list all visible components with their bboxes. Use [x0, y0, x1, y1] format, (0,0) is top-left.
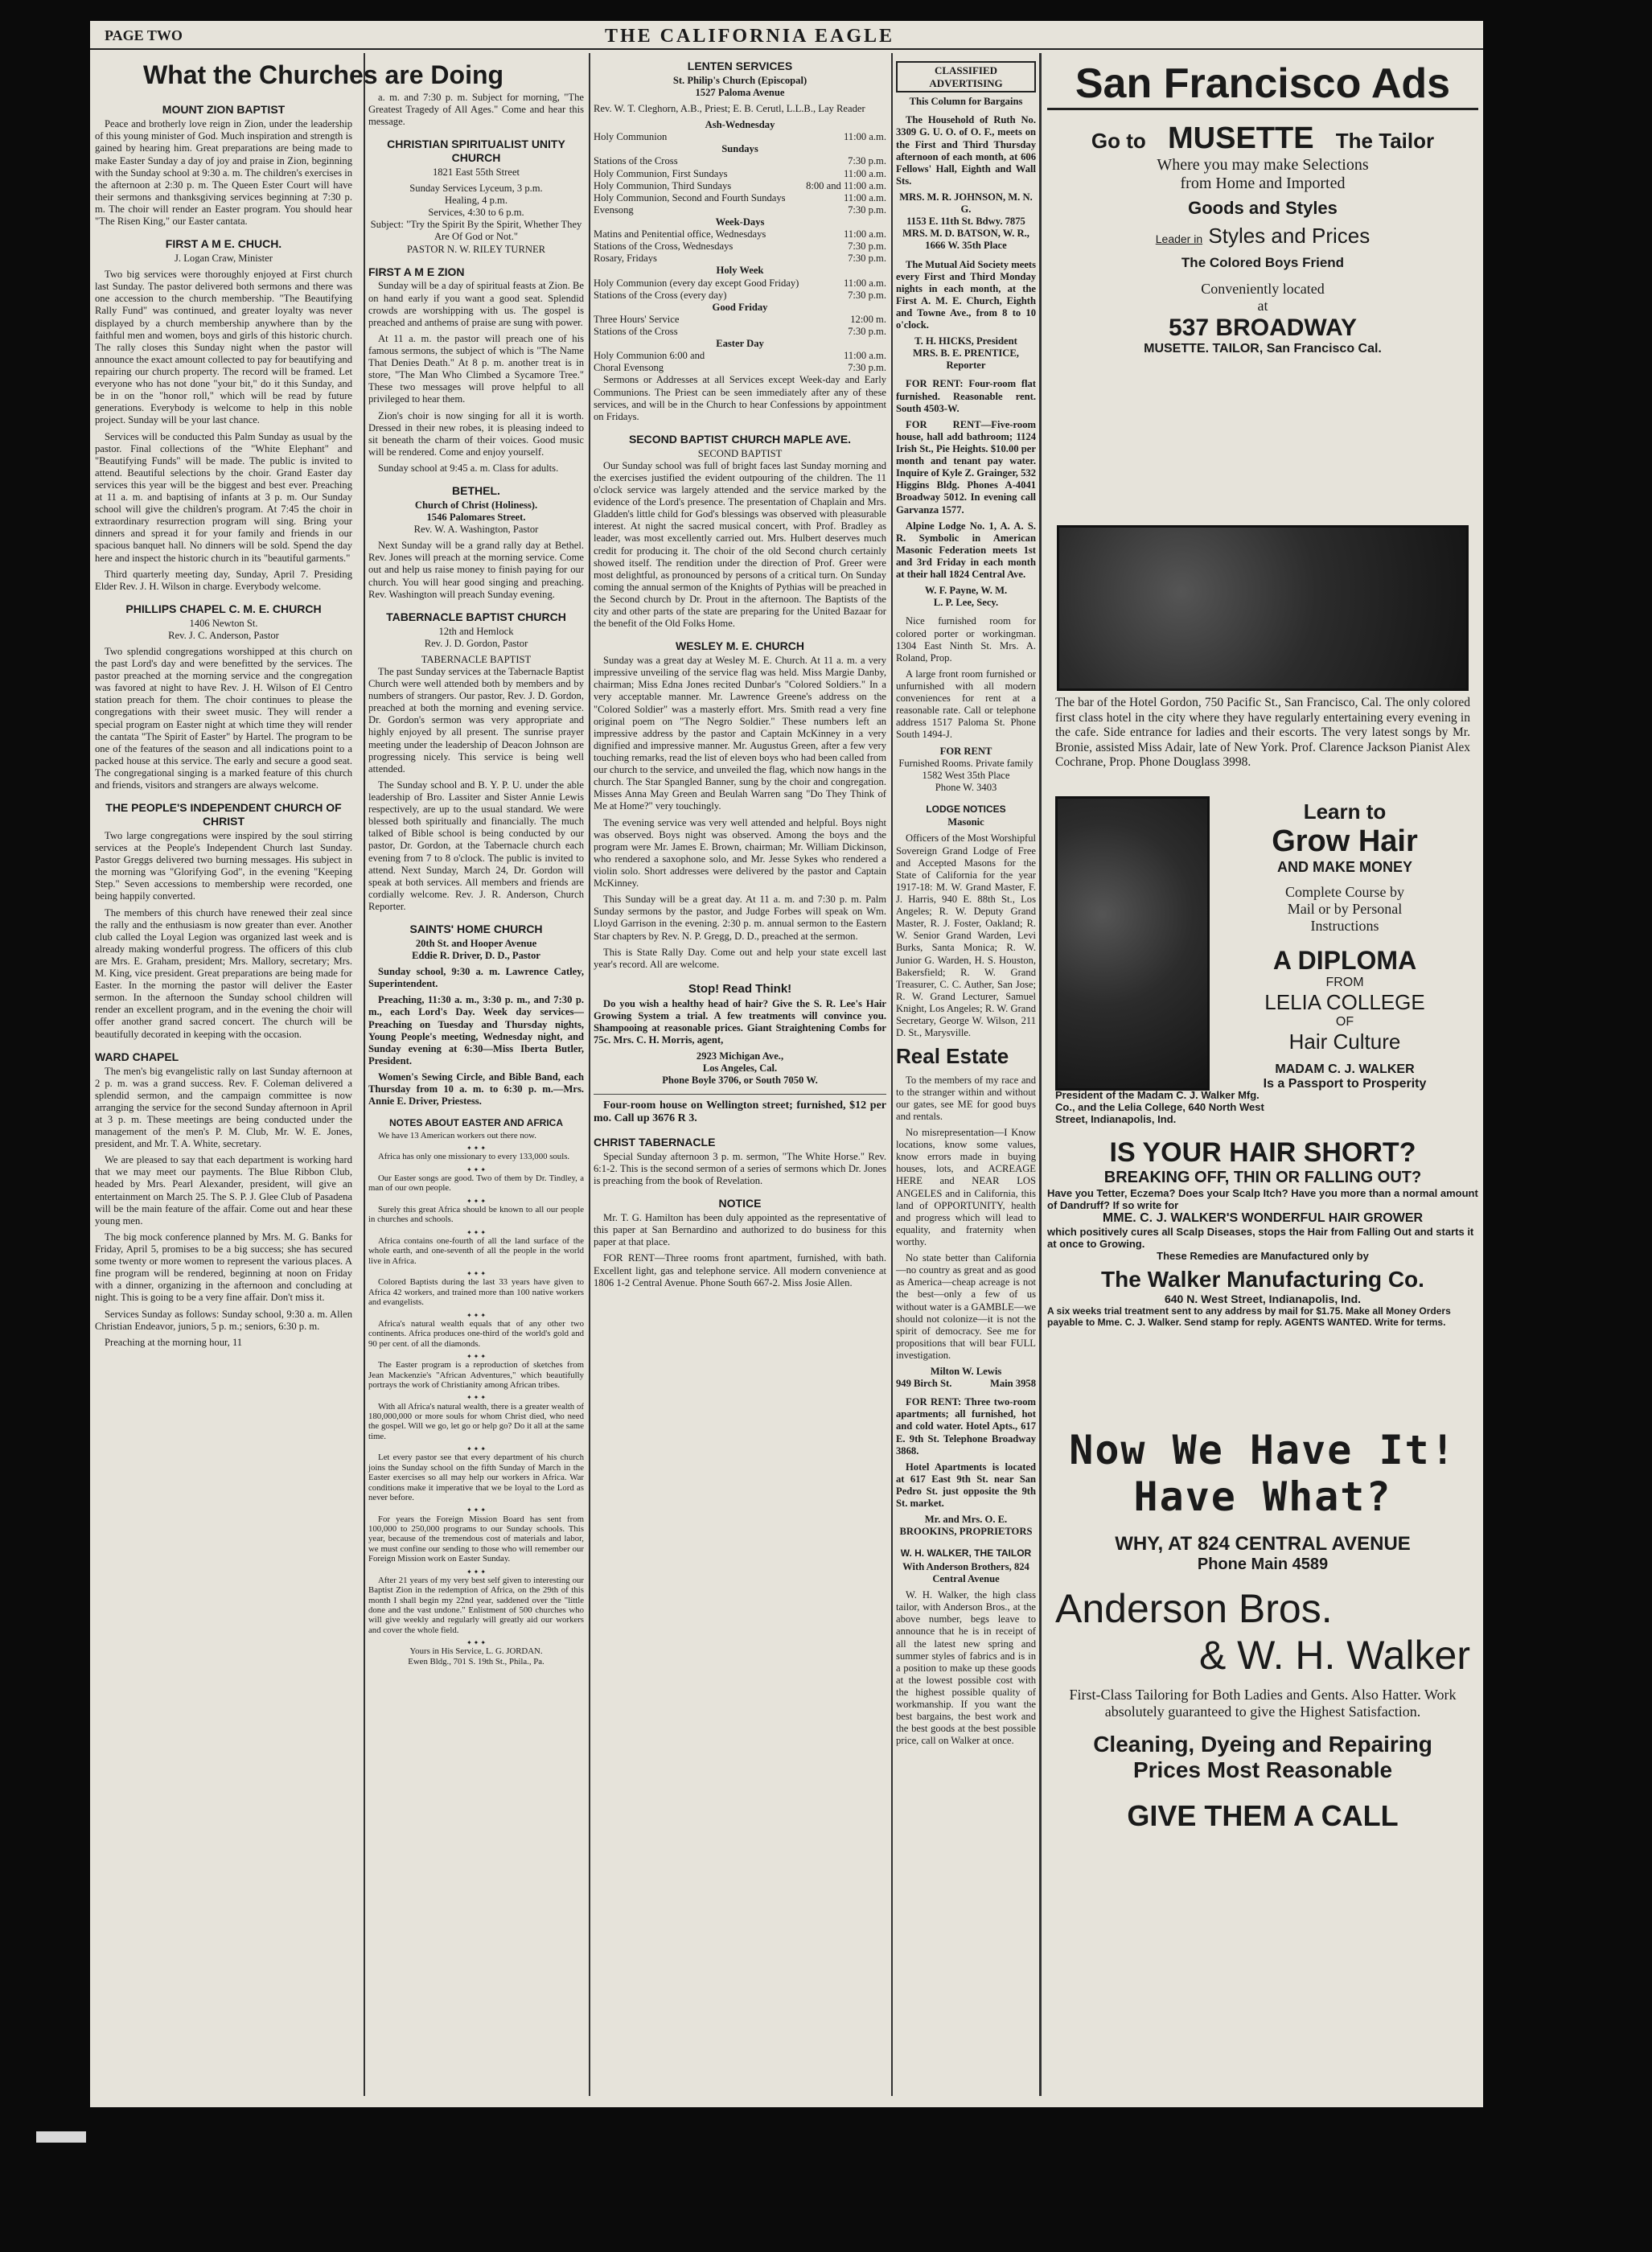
wesley-text-3: This Sunday will be a great day. At 11 a. m. and 7:30 p. m. Palm Sunday sermons by the pastor, and Judge Forbes will speak on Wm. Lloyd Garrison in the evening. 2:30 p. m. annual sermon to the Eastern Star chapters by Rev. N. P. Gregg, D. D., preached at the sermon.	[594, 894, 886, 942]
lenten-row: Good Friday	[712, 301, 768, 313]
first-ame-heading: FIRST A M E. CHUCH.	[165, 237, 282, 251]
lenten-heading: LENTEN SERVICES	[687, 60, 793, 72]
real-estate-phone: Main 3958	[989, 1378, 1036, 1390]
walker-tailor-heading: W. H. WALKER, THE TAILOR	[900, 1547, 1032, 1560]
wesley-text-2: The evening service was very well attended and helpful. Boys night was observed. Boys night was observed. Among the boys and the program were Mr. James E. Brown, chairman; Mr. William Dickinson, who rendered a saxophone solo, and Mr. Jesse Sykes who rendered a violin solo. Short addresses were delivered by the pastor and Captain McKinney.	[594, 816, 886, 890]
walker-grow: Grow Hair	[1272, 824, 1418, 858]
spiritualist-heading: CHRISTIAN SPIRITUALIST UNITY CHURCH	[387, 138, 565, 165]
lenten-time: 11:00 a.m.	[843, 167, 886, 179]
tabernacle-text-2: The past Sunday services at the Tabernacle Baptist Church were well attended both by members and by numbers of strangers. Our pastor, Rev. J. D. Gordon, preached at both the morning and evening service. Dr. Gordon's sermon was very appropriate and highly enjoyed by all present. The sunrise prayer meeting under the leadership of Deacon Johnson are progressing nicely. This service is being well attended.	[368, 665, 584, 775]
first-ame-minister: J. Logan Craw, Minister	[175, 252, 273, 264]
africa-heading: NOTES ABOUT EASTER AND AFRICA	[389, 1117, 563, 1129]
hotel-gordon-caption: The bar of the Hotel Gordon, 750 Pacific St., San Francisco, Cal. The only colored first class hotel in the city where they have regularly entertaining every evening in the cafe. Side entrance for ladies and their escorts. The very latest songs by Mr. Bronie, assisted Miss Adair, late of New York. Prof. Clarence Jackson Pianist Alex Cochrane, Prop. Phone Douglass 3998.	[1055, 696, 1470, 770]
africa-note: For years the Foreign Mission Board has sent from 100,000 to 250,000 programs to our Sunday schools. This year, because of the tremendous cost of materials and labor, we must confine our sending to those who will remember our Foreign Mission work on Easter Sunday.	[368, 1514, 584, 1564]
lenten-service: Stations of the Cross (every day)	[594, 289, 727, 301]
walker-culture: Hair Culture	[1288, 1029, 1401, 1054]
musette-styles: Styles and Prices	[1208, 224, 1371, 248]
lenten-row	[594, 290, 886, 302]
lenten-service: Rosary, Fridays	[594, 253, 657, 265]
classified-sub: This Column for Bargains	[909, 96, 1023, 108]
real-estate-text: To the members of my race and to the stranger within and without our gates, see ME for good buys and rentals.	[896, 1074, 1036, 1122]
lenten-service: Stations of the Cross	[594, 325, 678, 337]
walker-tetter: Have you Tetter, Eczema? Does your Scalp Itch? Have you more than a normal amount of Dandruff? If so write for	[1047, 1186, 1478, 1211]
rent-ad-4: FOR RENT: Three two-room apartments; all furnished, hot and cold water. Hotel Apts., 617 E. 9th St. Telephone Broadway 3868.	[896, 1396, 1036, 1457]
tabernacle-pastor: Rev. J. D. Gordon, Pastor	[424, 637, 528, 649]
classified-column	[896, 56, 1036, 2099]
lenten-row	[594, 240, 886, 253]
lenten-time: 7:30 p.m.	[848, 362, 886, 374]
spiritualist-line: Services, 4:30 to 6 p.m.	[428, 207, 524, 219]
walker-learn: Learn to	[1303, 799, 1387, 824]
musette-name: MUSETTE	[1168, 121, 1314, 155]
churches-banner: What the Churches are Doing	[143, 60, 504, 89]
real-estate-address: 949 Birch St.	[896, 1378, 952, 1390]
walker-madam: MADAM C. J. WALKER	[1275, 1062, 1415, 1076]
newspaper-title: THE CALIFORNIA EAGLE	[605, 26, 895, 47]
ward-text-2: We are pleased to say that each department is working hard that we may meet our payments. The Blue Ribbon Club, headed by Mrs. Pearl Alexander, president, will give an entertainment on March 25. The S. P. J. Glee Club of Pasadena will be the main feature of the affair. Come out and hear these young men.	[95, 1154, 352, 1227]
mutual-aid-notice: The Mutual Aid Society meets every First and Third Monday nights in each month, at the First A. M. E. Church, Eighth and Towne Ave., from 8 to 10 o'clock.	[896, 258, 1036, 331]
musette-line: from Home and Imported	[1180, 175, 1346, 192]
anderson-walker: & W. H. Walker	[1198, 1632, 1470, 1678]
walker-grower: MME. C. J. WALKER'S WONDERFUL HAIR GROWER	[1102, 1210, 1424, 1225]
saints-heading: SAINTS' HOME CHURCH	[409, 923, 543, 936]
rent-ad-4-sign: Mr. and Mrs. O. E. BROOKINS, PROPRIETORS	[899, 1514, 1033, 1538]
stop-read-heading: Stop! Read Think!	[688, 981, 792, 996]
walker-from: FROM	[1325, 975, 1364, 989]
africa-note-divider: ✦ ✦ ✦	[466, 1270, 487, 1278]
bethel-sub: Church of Christ (Holiness).	[414, 499, 538, 511]
christ-tabernacle-heading: CHRIST TABERNACLE	[594, 1136, 716, 1149]
column-rule	[891, 53, 893, 2096]
real-estate-heading: Real Estate	[896, 1044, 1009, 1069]
musette-boys: The Colored Boys Friend	[1181, 255, 1345, 270]
stop-read-city: Los Angeles, Cal.	[702, 1062, 778, 1075]
phillips-text: Two splendid congregations worshipped at this church on the past Lord's day and were benefitted by the services. The pastor preached at the morning service and the congregation was favored at night to have Rev. J. H. Wilson of El Centro station preach for them. The choir continues to please the congregations with their sweet music. They will render a special program on Easter night at which time they will render the cantata "The Spirit of Easter" by Hartel. The program to be one of the features of the season and all indications point to a packed house at this service. The early and secure a good seat. The congregational singing is a marked feature of this church and friends, visitors and strangers are always welcome.	[95, 645, 352, 791]
zion-text-2: At 11 a. m. the pastor will preach one of his famous sermons, the subject of which is "The Name That Denies Death." At 8 p. m. another treat is in store, "The Man Who Climbed a Sycamore Tree." These two messages will prove helpful to all privileged to hear them.	[368, 332, 584, 405]
lenten-time: 11:00 a.m.	[843, 131, 886, 143]
first-ame-text-3: Third quarterly meeting day, Sunday, April 7. Presiding Elder Rev. J. H. Wilson in charge. Everybody welcome.	[95, 568, 352, 592]
second-baptist-text: Our Sunday school was full of bright faces last Sunday morning and the exercises justified the evident outpouring of the children. The 11 o'clock service was largely attended and the service marked by the evidence of the Lord's presence. The presentation of Chaplain and Mrs. Gladden's little child for God's blessings was observed with pleasurable interest. At night the sacred musical concert, with Prof. Bradley as leader, was most excellently carried out. Mrs. Hulbert deserves much credit for producing it. The choir of the old Second church certainly showed itself. The rendition under the direction of Prof. Greer were most delightful, as pronounced by persons of a critical turn. On Sunday coming the annual sermon of the Knights of Pythias will be preached in the Second church by Dr. Prout in the afternoon. The Baptists of the city and other parts of the state are preparing for the United Bazaar for the benefit of the Old Folks Home.	[594, 459, 886, 630]
lenten-time: 12:00 m.	[850, 313, 886, 325]
stop-read-text: Do you wish a healthy head of hair? Give the S. R. Lee's Hair Growing System a trial. A few treatments will convince you. Shampooing at reasonable prices. Giant Straightening Combs for 75c. Mrs. C. H. Morris, agent,	[594, 997, 886, 1046]
spiritualist-address: 1821 East 55th Street	[432, 166, 520, 178]
lenten-time: 8:00 and 11:00 a.m.	[806, 179, 886, 191]
musette-goods: Goods and Styles	[1188, 198, 1338, 218]
walker-course: Complete Course by	[1285, 883, 1404, 900]
musette-ad	[1047, 118, 1478, 522]
lenten-time: 7:30 p.m.	[848, 240, 886, 253]
spiritualist-pastor: PASTOR N. W. RILEY TURNER	[406, 243, 546, 255]
musette-at: at	[1257, 298, 1268, 314]
tabernacle-sub: TABERNACLE BAPTIST	[421, 653, 532, 665]
lenten-church: St. Philip's Church (Episcopal)	[672, 74, 808, 86]
phillips-pastor: Rev. J. C. Anderson, Pastor	[168, 629, 279, 641]
lenten-service: Stations of the Cross, Wednesdays	[594, 240, 734, 253]
walker-money: AND MAKE MONEY	[1276, 858, 1412, 875]
rent-ad-2: FOR RENT—Five-room house, hall add bathroom; 1124 Irish St., Pie Heights. $10.00 per month and tenant pay water. Inquire of Kyle Z. Grainger, 532 Higgins Bldg. Phones A-4041 Broadway 5012. In evening call Garvanza 1577.	[896, 418, 1036, 516]
lenten-row	[594, 350, 886, 362]
spiritualist-line: Subject: "Try the Spirit By the Spirit, Whether They Are Of God or Not."	[370, 219, 582, 243]
lenten-time: 11:00 a.m.	[843, 191, 886, 203]
lenten-clergy: Rev. W. T. Cleghorn, A.B., Priest; E. B. Cerutl, L.L.B., Lay Reader	[594, 103, 865, 115]
anderson-call: GIVE THEM A CALL	[1127, 1798, 1399, 1832]
tabernacle-address: 12th and Hemlock	[438, 625, 514, 637]
for-rent-line: 1582 West 35th Place	[922, 769, 1010, 781]
saints-text-2: Preaching, 11:30 a. m., 3:30 p. m., and 7:30 p. m., each Lord's Day. Week day services—Preaching on Tuesday and Thursday nights, Young People's meeting, Wednesday night, and Sunday evening at 6:30—Miss Iberta Butler, President.	[368, 994, 584, 1066]
wesley-text: Sunday was a great day at Wesley M. E. Church. At 11 a. m. a very impressive unveiling of the service flag was held. Miss Margie Danby, chairman; Miss Edna Jones recited Dunbar's "Colored Soldiers." In a very acceptable manner. Mr. Lawrence Greene's address on the "Colored Soldier" was a masterly effort. Mrs. Smith read a very fine original poem on "The Negro Soldier." These numbers left an impressive address by the pastor and Captain McKinney in a very dignified and impressive manner. Mr. Augustus Green, after a few very touching remarks, read the list of eleven boys who had been called from our church to the service, and unveiled the flag, which now hangs in the church. The Star Spangled Banner, sung by the choir and congregation. Misses Anna May Green and Beulah Warren sang "Do They Think of Me at Home?" very touchingly.	[594, 655, 886, 812]
ward-text: The men's big evangelistic rally on last Sunday afternoon at 2 p. m. was a grand success. Rev. F. Coleman delivered a splendid sermon, and the campaign committee is now arranging the service for the second Sunday afternoon in April at 3 p. m. These meetings are being conducted under the management of the men's P. M. Club, Mr. W. E. Jones, president, and Mr. T. A. White, secretary.	[95, 1065, 352, 1150]
for-rent-line: Furnished Rooms. Private family	[898, 757, 1034, 769]
real-estate-text-3: No state better than California—no country as great and as good as America—cheap acreage is not the best—only a few of us without water is a GAMBLE—we should not colonize—it is not the spirit of democracy. See me for propositions that will bear FULL investigation.	[896, 1252, 1036, 1361]
ward-text-5: Preaching at the morning hour, 11	[105, 1336, 243, 1348]
rent-ad-4b: Hotel Apartments is located at 617 East 9th St. near San Pedro St. just opposite the 9th St. market.	[896, 1461, 1036, 1510]
phillips-address: 1406 Newton St.	[189, 617, 258, 629]
lenten-row	[594, 204, 886, 216]
africa-note: Our Easter songs are good. Two of them by Dr. Tindley, a man of our own people.	[368, 1173, 584, 1194]
sf-ads-column	[1047, 56, 1478, 1833]
stop-read-phone: Phone Boyle 3706, or South 7050 W.	[662, 1075, 818, 1087]
lodge-heading: LODGE NOTICES	[926, 803, 1006, 815]
ward-text-4: Services Sunday as follows: Sunday school, 9:30 a. m. Allen Christian Endeavor, juniors, 5 p. m.; seniors, 6:30 p. m.	[95, 1308, 352, 1332]
zion-text-4: Sunday school at 9:45 a. m. Class for adults.	[378, 462, 559, 475]
lenten-service: Stations of the Cross	[594, 155, 678, 167]
lenten-service: Holy Communion (every day except Good Friday)	[594, 277, 799, 289]
walker-lelia: LELIA COLLEGE	[1264, 989, 1425, 1014]
africa-note: Africa's natural wealth equals that of any other two continents. Africa produces one-third of the world's gold and 90 per cent. of all the diamonds.	[368, 1318, 584, 1349]
africa-note: We have 13 American workers out there now.	[378, 1130, 536, 1140]
walker-cures: which positively cures all Scalp Diseases, stops the Hair from Falling Out and starts it at once to Growing.	[1047, 1225, 1474, 1250]
saints-pastor: Eddie R. Driver, D. D., Pastor	[412, 950, 540, 962]
africa-sign: Yours in His Service, L. G. JORDAN.	[409, 1646, 543, 1657]
anderson-phone: Phone Main 4589	[1197, 1555, 1329, 1573]
ward-continued: a. m. and 7:30 p. m. Subject for morning, "The Greatest Tragedy of All Ages." Come and hear this message.	[368, 92, 584, 128]
africa-note: Let every pastor see that every department of his church joins the Sunday school on the fifth Sunday of March in the Easter exercises so all may help our workers in Africa. War conditions make it imperative that we be loyal to the Lord as never before.	[368, 1453, 584, 1502]
musette-goto: Go to	[1091, 129, 1146, 153]
lenten-time: 7:30 p.m.	[848, 203, 886, 216]
lenten-row	[594, 168, 886, 180]
alpine-officer: L. P. Lee, Secy.	[933, 597, 999, 609]
masthead	[90, 21, 1483, 50]
walker-breaking: BREAKING OFF, THIN OR FALLING OUT?	[1103, 1168, 1422, 1186]
front-room-ad: A large front room furnished or unfurnished with all modern conveniences for rent at a reasonable rate. Call or telephone address 1517 Paloma St. Phone South 1494-J.	[896, 668, 1036, 741]
lenten-row	[594, 326, 886, 338]
real-estate-contact	[896, 1378, 1036, 1390]
walker-tailor-text: W. H. Walker, the high class tailor, with Anderson Bros., at the above number, begs leave to announce that he is in receipt of all the latest new spring and summer styles of fabrics and is in a position to make up these goods at the lowest possible cost with the highest possible quality of workmanship. If you want the best bargains, the best work and the best goods at the best possible price, call on Walker at once.	[896, 1589, 1036, 1747]
notice-heading: NOTICE	[718, 1197, 762, 1210]
ward-text-3: The big mock conference planned by Mrs. M. G. Banks for Friday, April 5, promises to be a big success; she has secured some twenty or more women to represent the various places. A fine program will be rendered, beginning at noon on Friday with a dinner, organizing in the afternoon and concluding at night. This is going to be a very fine affair. Don't miss it.	[95, 1231, 352, 1304]
lenten-time: 11:00 a.m.	[843, 277, 886, 289]
peoples-text-2: The members of this church have renewed their zeal since the rally and the enthusiasm is now greater than ever. Another club called the Loyal Legion was organized last week and is already making wonderful progress. The officers of this club are Mrs. E. Graham, president; Mrs. Mallory, secretary; Mrs. M. King, vice president. Great preparations are being made for Easter. In the morning the pastor will deliver the Easter sermon. In the afternoon the Sunday school children will render an excellent program, and in the evening the choir will offer another grand sacred concert. The church will be beautifully decorated in keeping with the occasion.	[95, 906, 352, 1040]
walker-ad	[1047, 791, 1478, 1419]
saints-text: Sunday school, 9:30 a. m. Lawrence Catley, Superintendent.	[368, 966, 584, 990]
lenten-address: 1527 Paloma Avenue	[695, 86, 785, 98]
mutual-officer: MRS. B. E. PRENTICE, Reporter	[913, 347, 1019, 372]
peoples-text: Two large congregations were inspired by the soul stirring services at the People's Independent Church last Sunday. Pastor Greggs delivered two burning messages. His subject in the morning was "Glorifying God", in the evening "Keeping Step." Seven accessions to membership were recorded, one being happily converted.	[95, 829, 352, 902]
walker-fine-print: A six weeks trial treatment sent to any address by mail for $1.75. Make all Money Orders payable to Mme. C. J. Walker. Send stamp for reply. AGENTS WANTED. Write for terms.	[1047, 1305, 1451, 1328]
africa-note-divider: ✦ ✦ ✦	[466, 1506, 487, 1514]
lodge-text: Officers of the Most Worshipful Sovereign Grand Lodge of Free and Accepted Masons for the State of California for the year 1917-18: M. W. Grand Master, F. J. Harris, 940 E. 88th St., Los Angeles; R. W. Deputy Grand Master, R. J. Foster, Oakland; R. W. Senior Grand Warden, Levi Burks, Santa Monica; R. W. Junior G. Warden, H. S. Houston, Bakersfield; R. W. Grand Treasurer, C. C. Auther, San Jose; R. W. Grand Lecturer, Samuel Knight, Los Angeles; R. W. Grand Secretary, George W. Wilson, 211 D. St., Marysville.	[896, 832, 1036, 1039]
musette-styles-line	[1055, 224, 1470, 249]
africa-note-divider: ✦ ✦ ✦	[466, 1197, 487, 1205]
bethel-heading: BETHEL.	[452, 484, 500, 498]
column-rule	[1039, 53, 1042, 2096]
sf-ads-heading: San Francisco Ads	[1047, 60, 1478, 110]
ruth-notice: The Household of Ruth No. 3309 G. U. O. of O. F., meets on the First and Third Thursday afternoon of each month, at 606 Fellows' Hall, Eighth and Wall Sts.	[896, 114, 1036, 187]
page-number: PAGE TWO	[105, 27, 183, 43]
lenten-time: 7:30 p.m.	[848, 325, 886, 337]
column-rule	[589, 53, 590, 2096]
mount-zion-text: Peace and brotherly love reign in Zion, under the leadership of this young minister of God. Much inspiration and strength is gained by hearing him. Great preparations are being made to make Easter Sunday a day of joy and praise in Zion, beginning with the Sunday school at 9:30 a. m. The children's exercises in the afternoon at 2:30 p. m. The Queen Ester Court will have their sermons and thanksgiving services beginning at 7:30 p. m. The choir will render an Easter program. You should hear "The Risen King," our Easter cantata.	[95, 118, 352, 228]
walker-instr: Instructions	[1310, 917, 1379, 934]
lenten-row	[594, 277, 886, 290]
ruth-officer: 1153 E. 11th St. Bdwy. 7875	[906, 216, 1025, 228]
lodge-sub: Masonic	[947, 816, 984, 828]
real-estate-name: Milton W. Lewis	[930, 1366, 1002, 1378]
lenten-service: Holy Communion	[594, 131, 668, 143]
ward-heading: WARD CHAPEL	[95, 1050, 179, 1063]
tabernacle-text-3: The Sunday school and B. Y. P. U. under the able leadership of Bro. Lassiter and Sister Annie Lewis respectively, are up to the usual standard. We were blessed both spiritually and financially. The much talked of Bible school is being conducted by our pastor, Dr. Gordon, at the Tabernacle church each evening from 7 to 8 o'clock. The public is invited to attend. Next Sunday, March 24, Dr. Gordon will speak at both services. All members and friends are cordially welcome. Rev. J. R. Anderson, Church Reporter.	[368, 779, 584, 912]
lenten-schedule	[594, 119, 886, 374]
lenten-row: Sundays	[721, 143, 758, 155]
stop-read-address: 2923 Michigan Ave.,	[696, 1050, 784, 1062]
lenten-time: 7:30 p.m.	[848, 155, 886, 167]
lenten-service: Choral Evensong	[594, 362, 664, 374]
bethel-text: Next Sunday will be a grand rally day at Bethel. Rev. Jones will preach at the morning service. Come out and help us raise money to finish paying for our church. You will hear good singing and preaching. Rev. Washington will preach Sunday evening.	[368, 540, 584, 600]
mutual-officer: T. H. HICKS, President	[914, 335, 1017, 347]
nice-room-ad: Nice furnished room for colored porter or workingman. 1304 East Ninth St. Mrs. A. Roland, Prop.	[896, 615, 1036, 664]
lenten-row: Ash-Wednesday	[705, 119, 775, 131]
mount-zion-heading: MOUNT ZION BAPTIST	[162, 103, 286, 117]
madam-walker-photo	[1055, 796, 1210, 1091]
lenten-service: Holy Communion, First Sundays	[594, 167, 728, 179]
lenten-row	[594, 155, 886, 167]
zion-text: Sunday will be a day of spiritual feasts at Zion. Be on hand early if you want a good seat. Splendid crowds are worshipping with us. The gospel is preached and anthems of praise are sung with power.	[368, 280, 584, 328]
newspaper-page	[90, 21, 1483, 2107]
lenten-row	[594, 131, 886, 143]
musette-tailor: The Tailor	[1335, 129, 1435, 153]
lenten-service: Holy Communion 6:00 and	[594, 350, 705, 362]
walker-remedies: These Remedies are Manufactured only by	[1157, 1249, 1369, 1262]
anderson-prices: Prices Most Reasonable	[1132, 1757, 1393, 1782]
churches-column-2	[368, 56, 584, 2099]
wesley-heading: WESLEY M. E. CHURCH	[676, 639, 804, 653]
africa-note: Africa has only one missionary to every 133,000 souls.	[378, 1152, 570, 1162]
lenten-time: 11:00 a.m.	[843, 350, 886, 362]
zion-text-3: Zion's choir is now singing for all it is worth. Dressed in their new robes, it is pleasing indeed to sit beneath the charm of their voices. Good music will be rendered. Come and enjoy yourself.	[368, 409, 584, 458]
africa-note-divider: ✦ ✦ ✦	[466, 1639, 487, 1647]
anderson-first: First-Class Tailoring for Both Ladies and Gents. Also Hatter. Work absolutely guaranteed to give the Highest Satisfaction.	[1069, 1686, 1457, 1720]
second-baptist-sub: SECOND BAPTIST	[697, 447, 783, 459]
walker-short: IS YOUR HAIR SHORT?	[1109, 1136, 1416, 1168]
africa-note-divider: ✦ ✦ ✦	[466, 1144, 487, 1153]
lenten-service: Holy Communion, Second and Fourth Sundays	[594, 191, 786, 203]
for-rent-line: Phone W. 3403	[935, 781, 997, 793]
lenten-row: Holy Week	[716, 265, 764, 277]
first-ame-text-2: Services will be conducted this Palm Sunday as usual by the pastor. Final collections of the "White Elephant" and "Beautifying Funds" will be made. The public is invited to attend. Beautiful selections by the choir. Grand Easter day services this year will be the biggest and best ever. Preaching at 11 a. m. and baptising of infants at 3 p. m. Our Sunday school will give the children's program. At 7:45 the choir in extraordinary resurrection program will sing. Bring your dinners and spread it for your family and friends in our spacious banquet hall. No dinners will be sold. Spend the day here and inspect the historic church in its "beautiful garments."	[95, 430, 352, 564]
lenten-time: 11:00 a.m.	[843, 228, 886, 240]
walker-of: OF	[1335, 1014, 1354, 1029]
real-estate-text-2: No misrepresentation—I Know locations, know some values, know errors made in buying houses, lots, and ACREAGE HERE and NEAR LOS ANGELES and in California, this land of OPPORTUNITY, health and progress which will lead to equality, and fraternity when worthy.	[896, 1126, 1036, 1247]
anderson-clean: Cleaning, Dyeing and Repairing	[1093, 1731, 1432, 1757]
anderson-now: Now We Have It!	[1069, 1426, 1457, 1473]
musette-sign: MUSETTE. TAILOR, San Francisco Cal.	[1144, 342, 1382, 355]
africa-note-divider: ✦ ✦ ✦	[466, 1228, 487, 1236]
lenten-row: Easter Day	[716, 338, 764, 350]
ruth-officer: MRS. M. D. BATSON, W. R.,	[902, 228, 1029, 240]
hotel-gordon-photo	[1057, 525, 1469, 691]
musette-conv: Conveniently located	[1201, 281, 1325, 297]
lenten-row	[594, 192, 886, 204]
africa-note: Africa contains one-fourth of all the land surface of the whole earth, and one-seventh of all the people in the world live in Africa.	[368, 1235, 584, 1266]
musette-leader: Leader in	[1155, 232, 1203, 245]
anderson-why: WHY, AT 824 CENTRAL AVENUE	[1115, 1532, 1411, 1555]
four-room-ad: Four-room house on Wellington street; furnished, $12 per mo. Call up 3676 R 3.	[594, 1094, 886, 1127]
phillips-heading: PHILLIPS CHAPEL C. M. E. CHURCH	[125, 602, 322, 615]
second-baptist-heading: SECOND BAPTIST CHURCH MAPLE AVE.	[628, 432, 852, 446]
lenten-note: Sermons or Addresses at all Services except Week-day and Early Communions. The Priest can be seen immediately after any of these services, and will be in the Church to hear Confessions by appointment on Fridays.	[594, 374, 886, 422]
africa-note-divider: ✦ ✦ ✦	[466, 1445, 487, 1453]
africa-note: After 21 years of my very best self given to interesting our Baptist Zion in the redemption of Africa, on the 29th of this month I shall begin my 22nd year, saddened over the "little done and the vast undone." Enlistment of 500 churches who will give weekly and regularly will greatly aid our workers and cover the whole field.	[368, 1575, 584, 1635]
wesley-text-4: This is State Rally Day. Come out and help your state excell last year's record. All are welcome.	[594, 946, 886, 970]
bethel-address: 1546 Palomares Street.	[426, 512, 526, 524]
lenten-service: Holy Communion, Third Sundays	[594, 179, 732, 191]
walker-mail: Mail or by Personal	[1287, 900, 1403, 917]
ruth-officer: MRS. M. R. JOHNSON, M. N. G.	[899, 191, 1033, 216]
alpine-lodge: Alpine Lodge No. 1, A. A. S. R. Symbolic in American Masonic Federation meets 1st and 3rd Friday in each month at their hall 1824 Central Ave.	[896, 520, 1036, 581]
walker-tailor-sub: With Anderson Brothers, 824 Central Avenue	[902, 1560, 1029, 1584]
africa-notes-list	[368, 1131, 584, 1647]
africa-note-divider: ✦ ✦ ✦	[466, 1311, 487, 1319]
spiritualist-line: Sunday Services Lyceum, 3 p.m.	[409, 183, 543, 195]
musette-line: Where you may make Selections	[1157, 156, 1369, 174]
lenten-row	[594, 314, 886, 326]
for-rent-apartment: FOR RENT—Three rooms front apartment, furnished, with bath. Excellent light, gas and telephone service. All modern convenience at 1806 1-2 Central Avenue. Phone South 667-2. Miss Josie Allen.	[594, 1252, 886, 1288]
lenten-row	[594, 362, 886, 374]
lenten-row	[594, 228, 886, 240]
peoples-heading: THE PEOPLE'S INDEPENDENT CHURCH OF CHRIST	[105, 801, 342, 828]
bethel-pastor: Rev. W. A. Washington, Pastor	[413, 524, 539, 536]
spiritualist-line: Healing, 4 p.m.	[445, 195, 508, 207]
lenten-service: Three Hours' Service	[594, 313, 680, 325]
lenten-service: Matins and Penitential office, Wednesdays	[594, 228, 766, 240]
anderson-what: Have What?	[1133, 1473, 1392, 1520]
lenten-time: 7:30 p.m.	[848, 253, 886, 265]
walker-diploma: A DIPLOMA	[1272, 945, 1417, 975]
anderson-ad	[1047, 1427, 1478, 1833]
walker-passport: Is a Passport to Prosperity	[1263, 1076, 1427, 1091]
africa-note: Colored Baptists during the last 33 years have given to Africa 42 workers, and trained more than 100 native workers and evangelists.	[368, 1277, 584, 1308]
classified-heading: CLASSIFIED ADVERTISING	[896, 61, 1036, 92]
lenten-row	[594, 253, 886, 265]
lenten-row: Week-Days	[715, 216, 765, 228]
tabernacle-heading: TABERNACLE BAPTIST CHURCH	[386, 610, 566, 623]
lenten-row	[594, 180, 886, 192]
africa-note-divider: ✦ ✦ ✦	[466, 1165, 487, 1173]
africa-note: The Easter program is a reproduction of sketches from Jean Mackenzie's "African Adventures," which beautifully portrays the work of Christianity among African tribes.	[368, 1360, 584, 1390]
musette-goto-line	[1055, 121, 1470, 156]
christ-tabernacle-text: Special Sunday afternoon 3 p. m. sermon, "The White Horse." Rev. 6:1-2. This is the second sermon of a series of sermons which Dr. Jones is preaching from the book of Revelation.	[594, 1150, 886, 1187]
anderson-bros: Anderson Bros.	[1055, 1585, 1333, 1631]
africa-note: Surely this great Africa should be known to all our people in churches and schools.	[368, 1204, 584, 1225]
alpine-officer: W. F. Payne, W. M.	[924, 585, 1008, 597]
africa-note-divider: ✦ ✦ ✦	[466, 1394, 487, 1402]
lenten-service: Evensong	[594, 203, 634, 216]
walker-company-address: 640 N. West Street, Indianapolis, Ind.	[1164, 1292, 1362, 1305]
column-rule	[364, 53, 365, 2096]
churches-column-3	[594, 56, 886, 2099]
rent-ad-1: FOR RENT: Four-room flat furnished. Reasonable rent. South 4503-W.	[896, 378, 1036, 414]
notice-text: Mr. T. G. Hamilton has been duly appointed as the representative of this paper at San Bernardino and authorized to do business for this paper at that place.	[594, 1212, 886, 1248]
africa-note-divider: ✦ ✦ ✦	[466, 1352, 487, 1360]
first-ame-text: Two big services were thoroughly enjoyed at First church last Sunday. The pastor delivered both sermons and there was one accession to the church membership. "The Beautifying Rally Fund" was continued, and greater loyalty was never displayed by a church membership anywhere than by the faithful men and women, boys and girls of this historic church. The rally closes this Sunday night when the pastor will announce the exact amount collected to pay for beautifying and repairing our church property. The record will be framed. Let everyone who has not done "your bit," do it this Sunday, and be in on the "honor roll," which will be read by future generations. Everybody is welcome to help in this noble project. Sunday will be your last chance.	[95, 269, 352, 426]
lenten-time: 7:30 p.m.	[848, 289, 886, 301]
walker-company: The Walker Manufacturing Co.	[1101, 1266, 1424, 1292]
film-edge-mark	[36, 2131, 86, 2143]
saints-address: 20th St. and Hooper Avenue	[415, 937, 537, 949]
ruth-officer: 1666 W. 35th Place	[925, 240, 1007, 252]
saints-text-3: Women's Sewing Circle, and Bible Band, each Thursday from 10 a. m. to 6:30 p. m.—Mrs. Annie E. Driver, Priestess.	[368, 1071, 584, 1108]
walker-photo-caption: President of the Madam C. J. Walker Mfg. Co., and the Lelia College, 640 North West Street, Indianapolis, Ind.	[1055, 1088, 1264, 1125]
africa-note-divider: ✦ ✦ ✦	[466, 1568, 487, 1576]
zion-heading: FIRST A M E ZION	[368, 265, 465, 278]
africa-note: With all Africa's natural wealth, there is a greater wealth of 180,000,000 or more souls for whom Christ died, who need the gospel. Will we go, let go or help go? Do it all at the same time.	[368, 1401, 584, 1441]
musette-address: 537 BROADWAY	[1169, 314, 1357, 341]
africa-address: Ewen Bldg., 701 S. 19th St., Phila., Pa.	[408, 1657, 545, 1667]
for-rent-heading: FOR RENT	[939, 745, 992, 757]
